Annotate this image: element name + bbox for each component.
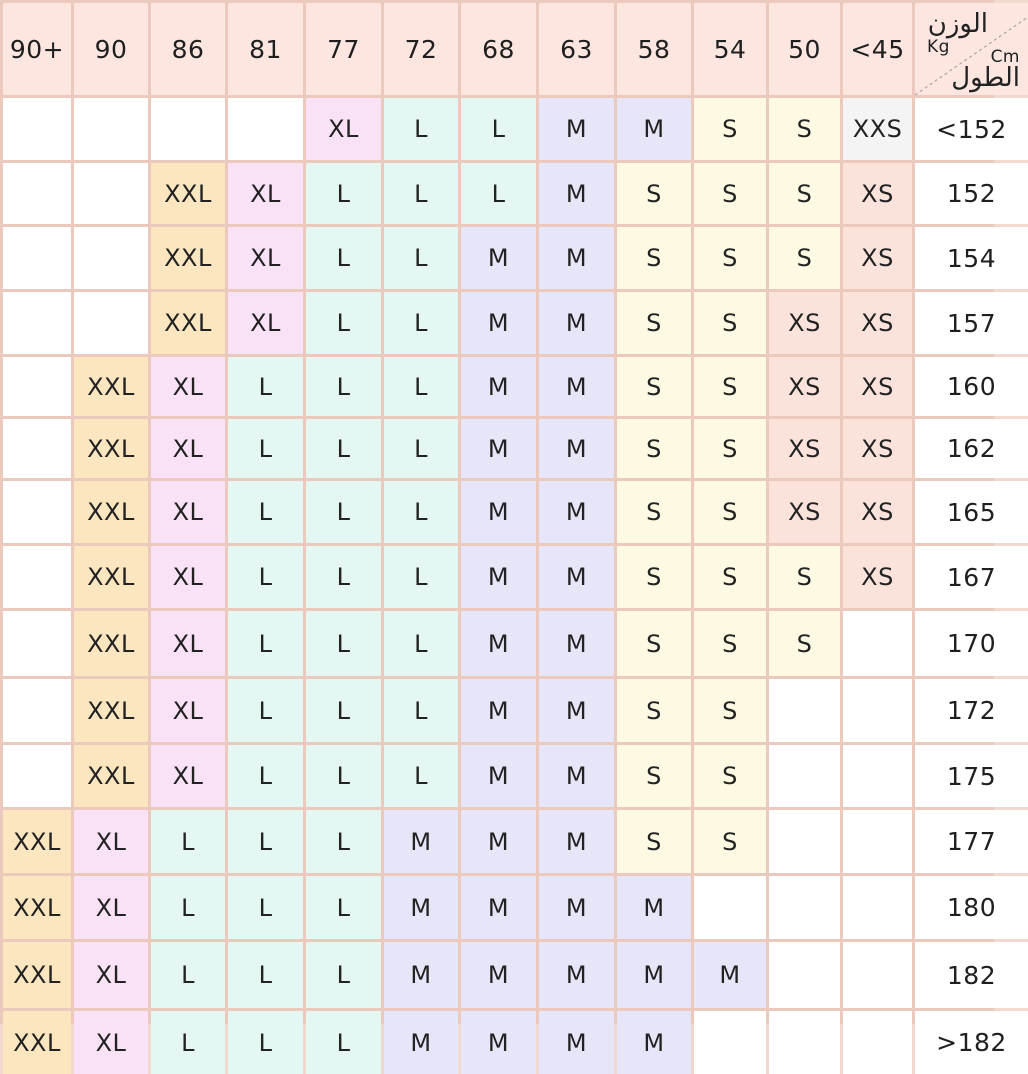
empty-cell (769, 1011, 840, 1074)
size-cell: L (384, 481, 458, 543)
size-cell: XL (151, 611, 225, 676)
empty-cell (74, 292, 148, 354)
empty-cell (769, 679, 840, 742)
empty-cell (3, 611, 71, 676)
height-label-cell: 165 (915, 481, 1028, 543)
size-cell: XXL (151, 292, 225, 354)
size-cell: S (694, 611, 766, 676)
height-label-cell: 182 (915, 942, 1028, 1008)
empty-cell (769, 745, 840, 807)
size-cell: S (694, 98, 766, 160)
height-label-cell: 180 (915, 876, 1028, 939)
size-cell: S (617, 357, 691, 416)
size-cell: XS (769, 481, 840, 543)
size-cell: L (306, 611, 381, 676)
empty-cell (3, 357, 71, 416)
size-cell: L (228, 876, 303, 939)
empty-cell (3, 745, 71, 807)
size-cell: XXL (3, 1011, 71, 1074)
size-cell: L (306, 292, 381, 354)
size-cell: M (539, 679, 614, 742)
size-cell: M (539, 481, 614, 543)
empty-cell (3, 292, 71, 354)
size-cell: M (539, 292, 614, 354)
size-cell: S (769, 227, 840, 289)
size-cell: XL (151, 546, 225, 608)
empty-cell (769, 942, 840, 1008)
weight-header: <45 (843, 3, 912, 95)
empty-cell (843, 745, 912, 807)
empty-cell (3, 98, 71, 160)
size-cell: XXL (74, 745, 148, 807)
size-cell: L (306, 163, 381, 224)
size-cell: XS (843, 163, 912, 224)
size-cell: M (539, 745, 614, 807)
size-cell: M (539, 1011, 614, 1074)
size-cell: L (151, 942, 225, 1008)
size-cell: M (461, 481, 536, 543)
size-cell: S (694, 163, 766, 224)
size-cell: L (151, 810, 225, 873)
size-cell: L (384, 611, 458, 676)
height-label-cell: 160 (915, 357, 1028, 416)
size-cell: L (228, 745, 303, 807)
size-cell: XL (228, 163, 303, 224)
weight-header: 63 (539, 3, 614, 95)
height-label-cell: 162 (915, 419, 1028, 478)
size-cell: M (384, 810, 458, 873)
height-label-cell: 167 (915, 546, 1028, 608)
empty-cell (694, 876, 766, 939)
size-cell: XXS (843, 98, 912, 160)
size-cell: M (539, 357, 614, 416)
size-cell: XXL (74, 481, 148, 543)
size-cell: XS (843, 419, 912, 478)
size-cell: L (151, 1011, 225, 1074)
size-cell: S (769, 163, 840, 224)
size-cell: M (617, 98, 691, 160)
size-cell: M (539, 876, 614, 939)
size-cell: L (384, 679, 458, 742)
size-cell: S (694, 745, 766, 807)
size-cell: L (228, 1011, 303, 1074)
size-cell: XXL (3, 876, 71, 939)
height-label-cell: 172 (915, 679, 1028, 742)
weight-header: 86 (151, 3, 225, 95)
size-cell: L (384, 546, 458, 608)
size-cell: S (617, 745, 691, 807)
size-cell: XL (228, 292, 303, 354)
size-cell: M (384, 1011, 458, 1074)
weight-header: 81 (228, 3, 303, 95)
size-cell: L (306, 546, 381, 608)
height-label-cell: 175 (915, 745, 1028, 807)
size-cell: L (306, 745, 381, 807)
size-cell: XXL (74, 419, 148, 478)
size-cell: XXL (74, 546, 148, 608)
size-cell: XXL (74, 679, 148, 742)
size-cell: S (617, 163, 691, 224)
size-cell: L (306, 876, 381, 939)
size-cell: XS (843, 227, 912, 289)
size-cell: L (306, 679, 381, 742)
size-cell: XL (74, 1011, 148, 1074)
size-cell: L (384, 163, 458, 224)
empty-cell (3, 546, 71, 608)
size-cell: L (461, 163, 536, 224)
empty-cell (843, 1011, 912, 1074)
size-cell: XS (843, 357, 912, 416)
size-cell: L (306, 942, 381, 1008)
size-cell: M (539, 546, 614, 608)
size-cell: M (461, 745, 536, 807)
size-cell: L (228, 546, 303, 608)
size-cell: M (461, 876, 536, 939)
size-cell: XXL (74, 611, 148, 676)
size-cell: XL (74, 942, 148, 1008)
weight-header: 90 (74, 3, 148, 95)
size-cell: L (384, 227, 458, 289)
empty-cell (74, 98, 148, 160)
size-cell: S (769, 546, 840, 608)
weight-label: الوزن (927, 9, 988, 39)
height-label-cell: 157 (915, 292, 1028, 354)
size-cell: XS (769, 357, 840, 416)
size-cell: S (694, 357, 766, 416)
size-cell: S (617, 679, 691, 742)
size-cell: M (461, 810, 536, 873)
size-cell: M (617, 876, 691, 939)
size-cell: L (228, 419, 303, 478)
empty-cell (843, 611, 912, 676)
size-cell: S (617, 481, 691, 543)
empty-cell (769, 876, 840, 939)
size-cell: XXL (151, 163, 225, 224)
empty-cell (151, 98, 225, 160)
size-cell: S (694, 481, 766, 543)
empty-cell (843, 679, 912, 742)
height-label-cell: 154 (915, 227, 1028, 289)
size-cell: S (769, 611, 840, 676)
weight-unit: Kg (927, 37, 950, 57)
size-cell: XL (151, 419, 225, 478)
size-cell: S (617, 810, 691, 873)
size-cell: M (461, 357, 536, 416)
size-cell: M (694, 942, 766, 1008)
size-cell: M (384, 942, 458, 1008)
empty-cell (694, 1011, 766, 1074)
size-cell: S (694, 546, 766, 608)
size-cell: L (306, 419, 381, 478)
size-cell: XL (151, 679, 225, 742)
empty-cell (3, 419, 71, 478)
size-cell: L (151, 876, 225, 939)
size-cell: M (461, 227, 536, 289)
size-cell: XL (151, 481, 225, 543)
height-label-cell: 177 (915, 810, 1028, 873)
weight-header: 54 (694, 3, 766, 95)
size-cell: XS (769, 419, 840, 478)
size-cell: XL (228, 227, 303, 289)
size-cell: L (384, 292, 458, 354)
size-cell: M (461, 419, 536, 478)
size-cell: XL (151, 357, 225, 416)
size-cell: L (228, 357, 303, 416)
size-cell: XS (843, 546, 912, 608)
size-cell: M (461, 1011, 536, 1074)
height-label-cell: 152 (915, 163, 1028, 224)
size-cell: L (228, 942, 303, 1008)
size-cell: S (617, 419, 691, 478)
corner-header (915, 3, 1028, 95)
size-cell: L (306, 357, 381, 416)
size-cell: L (384, 357, 458, 416)
size-cell: L (461, 98, 536, 160)
size-cell: L (384, 745, 458, 807)
size-cell: S (694, 419, 766, 478)
size-cell: L (228, 810, 303, 873)
size-cell: M (539, 419, 614, 478)
weight-header: 68 (461, 3, 536, 95)
size-cell: M (539, 163, 614, 224)
empty-cell (3, 227, 71, 289)
size-cell: XL (74, 810, 148, 873)
size-cell: L (306, 481, 381, 543)
weight-header: 50 (769, 3, 840, 95)
size-cell: M (461, 611, 536, 676)
empty-cell (769, 810, 840, 873)
size-cell: XXL (151, 227, 225, 289)
size-cell: S (694, 227, 766, 289)
size-cell: M (539, 810, 614, 873)
size-cell: XXL (74, 357, 148, 416)
size-cell: L (228, 481, 303, 543)
size-cell: L (306, 810, 381, 873)
empty-cell (843, 876, 912, 939)
size-cell: L (228, 679, 303, 742)
size-cell: S (617, 611, 691, 676)
size-cell: XS (843, 481, 912, 543)
empty-cell (843, 810, 912, 873)
empty-cell (3, 679, 71, 742)
size-cell: S (694, 810, 766, 873)
height-label-cell: 170 (915, 611, 1028, 676)
size-cell: XL (306, 98, 381, 160)
weight-header: 58 (617, 3, 691, 95)
size-cell: L (384, 98, 458, 160)
size-cell: M (461, 546, 536, 608)
size-cell: M (617, 1011, 691, 1074)
size-cell: M (617, 942, 691, 1008)
size-cell: S (694, 292, 766, 354)
size-cell: S (769, 98, 840, 160)
size-cell: M (461, 292, 536, 354)
height-unit: Cm (990, 47, 1020, 67)
size-cell: M (539, 942, 614, 1008)
size-cell: S (694, 679, 766, 742)
empty-cell (3, 163, 71, 224)
size-cell: XS (843, 292, 912, 354)
size-cell: L (306, 1011, 381, 1074)
empty-cell (74, 227, 148, 289)
weight-header: 90+ (3, 3, 71, 95)
weight-header: 72 (384, 3, 458, 95)
empty-cell (74, 163, 148, 224)
size-cell: XL (74, 876, 148, 939)
size-cell: L (384, 419, 458, 478)
empty-cell (843, 942, 912, 1008)
empty-cell (228, 98, 303, 160)
empty-cell (3, 481, 71, 543)
size-cell: M (539, 611, 614, 676)
size-cell: XS (769, 292, 840, 354)
size-cell: S (617, 227, 691, 289)
size-cell: L (306, 227, 381, 289)
size-cell: M (384, 876, 458, 939)
size-cell: L (228, 611, 303, 676)
size-cell: XXL (3, 942, 71, 1008)
height-label-cell: >182 (915, 1011, 1028, 1074)
size-cell: S (617, 292, 691, 354)
size-cell: M (461, 942, 536, 1008)
weight-header: 77 (306, 3, 381, 95)
size-cell: S (617, 546, 691, 608)
size-cell: M (461, 679, 536, 742)
size-cell: M (539, 98, 614, 160)
size-cell: XL (151, 745, 225, 807)
size-cell: M (539, 227, 614, 289)
size-cell: XXL (3, 810, 71, 873)
height-label: الطول (951, 63, 1020, 93)
height-label-cell: <152 (915, 98, 1028, 160)
